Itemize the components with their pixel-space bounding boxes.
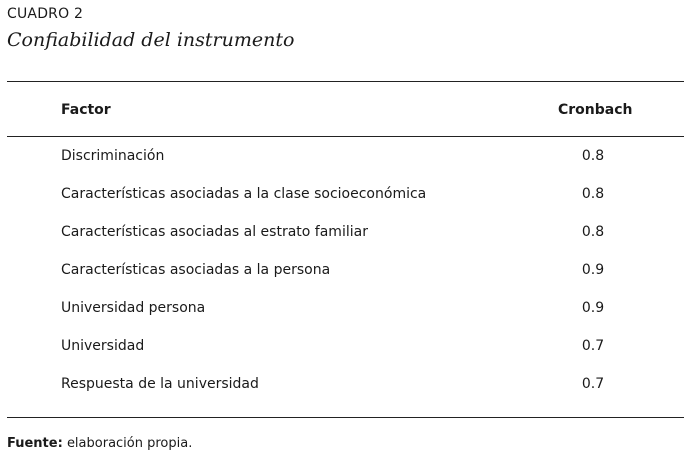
table-caption-label: CUADRO 2 [7,6,84,22]
cronbach-cell: 0.8 [581,224,605,240]
factor-cell: Respuesta de la universidad [61,376,259,392]
factor-cell: Discriminación [61,148,165,164]
factor-cell: Características asociadas a la persona [61,262,331,278]
column-header-cronbach: Cronbach [558,102,633,118]
source-label: Fuente: [7,436,63,451]
table-row [0,184,699,222]
source-text: elaboración propia. [66,436,193,451]
cronbach-cell: 0.9 [581,300,605,316]
bottom-rule [7,417,684,418]
cronbach-cell: 0.7 [581,376,605,392]
table-body [0,146,699,412]
factor-cell: Universidad [61,338,145,354]
table-row [0,336,699,374]
cronbach-cell: 0.8 [581,148,605,164]
source-note [7,436,192,451]
table-row [0,260,699,298]
factor-cell: Características asociadas al estrato familiar [61,224,368,240]
cronbach-cell: 0.7 [581,338,605,354]
factor-cell: Universidad persona [61,300,206,316]
cronbach-cell: 0.8 [581,186,605,202]
column-header-factor: Factor [61,102,111,118]
table-row [0,374,699,412]
table-row [0,222,699,260]
header-rule [7,136,684,137]
top-rule [7,81,684,82]
table-caption-title: Confiabilidad del instrumento [7,29,295,51]
table-row [0,298,699,336]
cronbach-cell: 0.9 [581,262,605,278]
table-row [0,146,699,184]
factor-cell: Características asociadas a la clase socioeconómica [61,186,427,202]
